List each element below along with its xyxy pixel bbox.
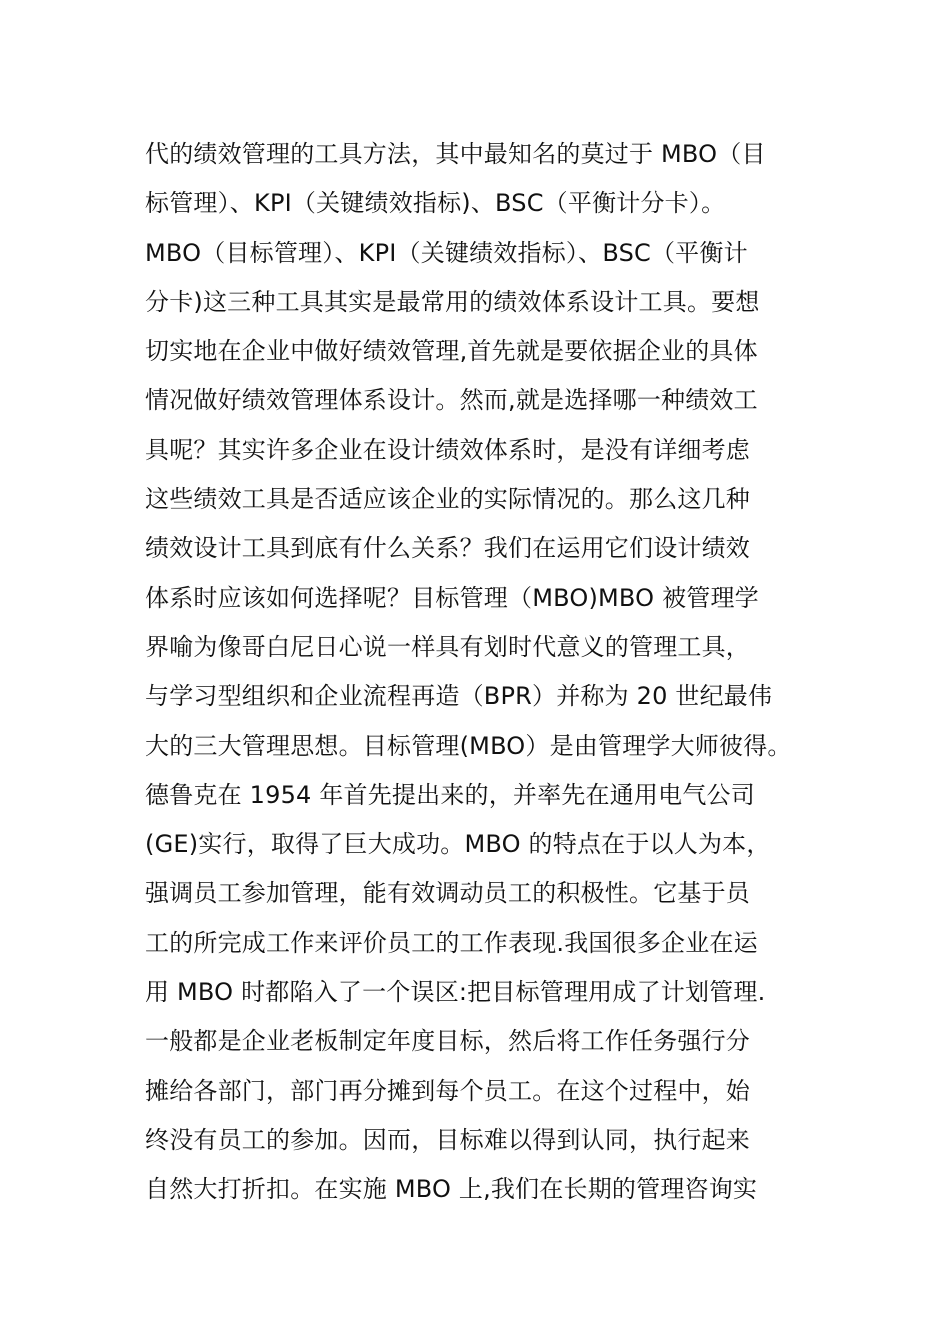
body-text [145,130,845,1215]
text-line: 摊给各部门，部门再分摊到每个员工。在这个过程中，始 [145,1076,750,1105]
text-line: 具呢？其实许多企业在设计绩效体系时，是没有详细考虑 [145,435,750,464]
text-line: 大的三大管理思想。目标管理(MBO）是由管理学大师彼得。 [145,731,792,760]
text-line: 界喻为像哥白尼日心说一样具有划时代意义的管理工具， [145,632,750,661]
text-line: MBO（目标管理）、KPI（关键绩效指标）、BSC（平衡计 [145,238,748,267]
text-line: 分卡)这三种工具其实是最常用的绩效体系设计工具。要想 [145,287,760,316]
text-line: 工的所完成工作来评价员工的工作表现.我国很多企业在运 [145,928,758,957]
text-line: (GE)实行，取得了巨大成功。MBO 的特点在于以人为本， [145,830,771,859]
text-line: 终没有员工的参加。因而，目标难以得到认同，执行起来 [145,1125,750,1154]
text-line: 这些绩效工具是否适应该企业的实际情况的。那么这几种 [145,485,750,514]
text-line: 切实地在企业中做好绩效管理,首先就是要依据企业的具体 [145,337,758,366]
text-line: 体系时应该如何选择呢？目标管理（MBO)MBO 被管理学 [145,583,759,612]
text-line: 一般都是企业老板制定年度目标，然后将工作任务强行分 [145,1027,750,1056]
text-line: 德鲁克在 1954 年首先提出来的，并率先在通用电气公司 [145,780,755,809]
text-line: 自然大打折扣。在实施 MBO 上,我们在长期的管理咨询实 [145,1175,758,1204]
text-line: 标管理）、KPI（关键绩效指标)、BSC（平衡计分卡）。 [145,189,726,218]
text-line: 强调员工参加管理，能有效调动员工的积极性。它基于员 [145,879,750,908]
text-line: 与学习型组织和企业流程再造（BPR）并称为 20 世纪最伟 [145,682,773,711]
text-line: 代的绩效管理的工具方法，其中最知名的莫过于 MBO（目 [145,140,766,168]
text-line: 情况做好绩效管理体系设计。然而,就是选择哪一种绩效工 [145,386,758,415]
text-line: 用 MBO 时都陷入了一个误区:把目标管理用成了计划管理. [145,978,766,1007]
text-line: 绩效设计工具到底有什么关系？我们在运用它们设计绩效 [145,534,750,563]
